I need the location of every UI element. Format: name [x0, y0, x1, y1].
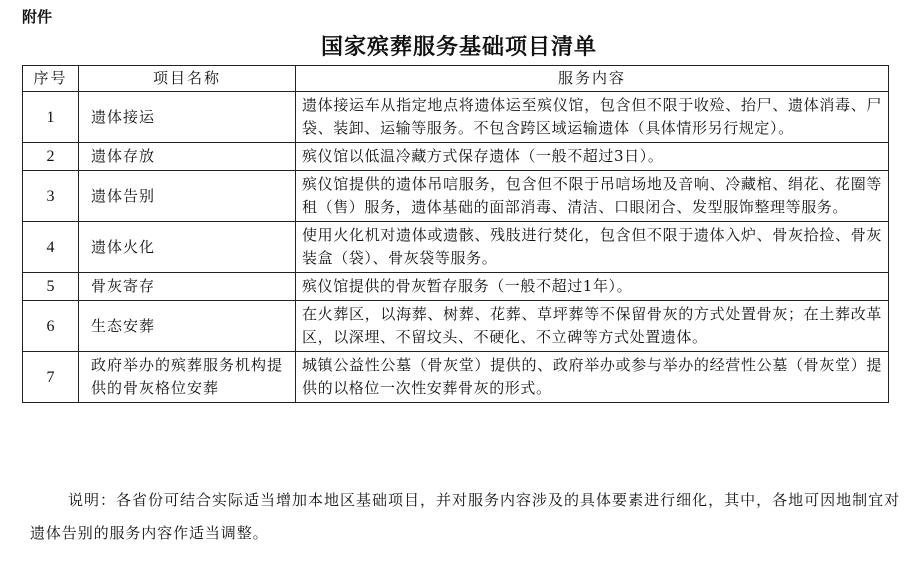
service-content: 遗体接运车从指定地点将遗体运至殡仪馆，包含但不限于收殓、抬尸、遗体消毒、尸袋、装卸、运输等服务。不包含跨区域运输遗体（具体情形另行规定）。	[296, 92, 889, 143]
item-name: 遗体接运	[79, 92, 296, 143]
item-name: 骨灰寄存	[79, 273, 296, 301]
service-items-table	[22, 65, 889, 403]
table-row	[23, 301, 889, 352]
service-content: 殡仪馆以低温冷藏方式保存遗体（一般不超过3日）。	[296, 143, 889, 171]
item-name: 生态安葬	[79, 301, 296, 352]
header-number: 序号	[23, 66, 79, 92]
service-content: 城镇公益性公墓（骨灰堂）提供的、政府举办或参与举办的经营性公墓（骨灰堂）提供的以格位一次性安葬骨灰的形式。	[296, 352, 889, 403]
table-row	[23, 222, 889, 273]
row-number: 5	[23, 273, 79, 301]
attachment-label: 附件	[22, 8, 53, 26]
page-title: 国家殡葬服务基础项目清单	[320, 34, 597, 60]
explanatory-note: 说明：各省份可结合实际适当增加本地区基础项目，并对服务内容涉及的具体要素进行细化，其中，各地可因地制宜对遗体告别的服务内容作适当调整。	[30, 491, 900, 542]
table-row	[23, 352, 889, 403]
item-name: 政府举办的殡葬服务机构提供的骨灰格位安葬	[79, 352, 296, 403]
item-name: 遗体火化	[79, 222, 296, 273]
table-row	[23, 171, 889, 222]
row-number: 2	[23, 143, 79, 171]
service-content: 使用火化机对遗体或遗骸、残肢进行焚化，包含但不限于遗体入炉、骨灰拾捡、骨灰装盒（袋）、骨灰袋等服务。	[296, 222, 889, 273]
header-service-content: 服务内容	[296, 66, 889, 92]
row-number: 6	[23, 301, 79, 352]
row-number: 4	[23, 222, 79, 273]
item-name: 遗体告别	[79, 171, 296, 222]
row-number: 3	[23, 171, 79, 222]
table-header-row	[23, 66, 889, 92]
header-item-name: 项目名称	[79, 66, 296, 92]
service-content: 殡仪馆提供的骨灰暂存服务（一般不超过1年）。	[296, 273, 889, 301]
table-row	[23, 92, 889, 143]
item-name: 遗体存放	[79, 143, 296, 171]
service-content: 殡仪馆提供的遗体吊唁服务，包含但不限于吊唁场地及音响、冷藏棺、绢花、花圈等租（售）服务，遗体基础的面部消毒、清洁、口眼闭合、发型服饰整理等服务。	[296, 171, 889, 222]
table-row	[23, 143, 889, 171]
row-number: 1	[23, 92, 79, 143]
service-content: 在火葬区，以海葬、树葬、花葬、草坪葬等不保留骨灰的方式处置骨灰；在土葬改革区，以深埋、不留坟头、不硬化、不立碑等方式处置遗体。	[296, 301, 889, 352]
table-row	[23, 273, 889, 301]
row-number: 7	[23, 352, 79, 403]
